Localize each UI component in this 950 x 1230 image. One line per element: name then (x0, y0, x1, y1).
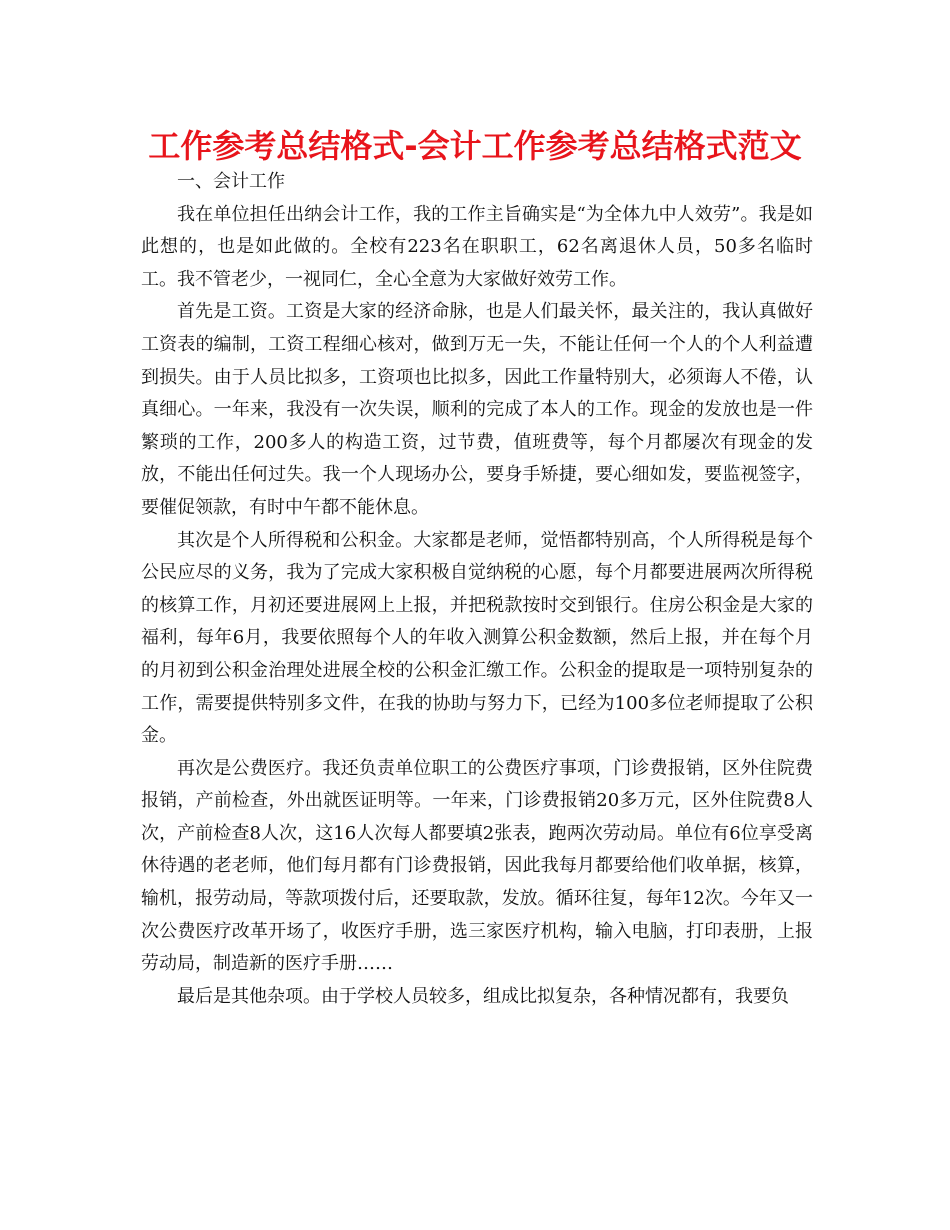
paragraph-salary: 首先是工资。工资是大家的经济命脉，也是人们最关怀，最关注的，我认真做好工资表的编制，工资工程细心核对，做到万无一失，不能让任何一个人的个人利益遭到损失。由于人员比拟多，工资项也比拟多，因此工作量特别大，必须诲人不倦，认真细心。一年来，我没有一次失误，顺利的完成了本人的工作。现金的发放也是一件繁琐的工作，200多人的构造工资，过节费，值班费等，每个月都屡次有现金的发放，不能出任何过失。我一个人现场办公，要身手矫捷，要心细如发，要监视签字，要催促领款，有时中午都不能休息。 (141, 301, 813, 518)
section-heading: 一、会计工作 (177, 171, 285, 192)
document-title: 工作参考总结格式-会计工作参考总结格式范文 (148, 127, 802, 165)
document-body (141, 166, 813, 1013)
paragraph-intro: 我在单位担任出纳会计工作，我的工作主旨确实是“为全体九中人效劳”。我是如此想的，也是如此做的。全校有223名在职职工，62名离退休人员，50多名临时工。我不管老少，一视同仁，全心全意为大家做好效劳工作。 (141, 203, 813, 290)
paragraph-tax-fund: 其次是个人所得税和公积金。大家都是老师，觉悟都特别高，个人所得税是每个公民应尽的义务，我为了完成大家积极自觉纳税的心愿，每个月都要进展两次所得税的核算工作，月初还要进展网上上报，并把税款按时交到银行。住房公积金是大家的福利，每年6月，我要依照每个人的年收入测算公积金数额，然后上报，并在每个月的月初到公积金治理处进展全校的公积金汇缴工作。公积金的提取是一项特别复杂的工作，需要提供特别多文件，在我的协助与努力下，已经为100多位老师提取了公积金。 (141, 529, 813, 747)
paragraph-medical: 再次是公费医疗。我还负责单位职工的公费医疗事项，门诊费报销，区外住院费报销，产前检查，外出就医证明等。一年来，门诊费报销20多万元，区外住院费8人次，产前检查8人次，这16人次每人都要填2张表，跑两次劳动局。单位有6位享受离休待遇的老老师，他们每月都有门诊费报销，因此我每月都要给他们收单据，核算，输机，报劳动局，等款项拨付后，还要取款，发放。循环往复，每年12次。今年又一次公费医疗改革开场了，收医疗手册，选三家医疗机构，输入电脑，打印表册，上报劳动局，制造新的医疗手册…… (141, 757, 813, 975)
paragraph-misc: 最后是其他杂项。由于学校人员较多，组成比拟复杂，各种情况都有，我要负 (177, 985, 789, 1007)
